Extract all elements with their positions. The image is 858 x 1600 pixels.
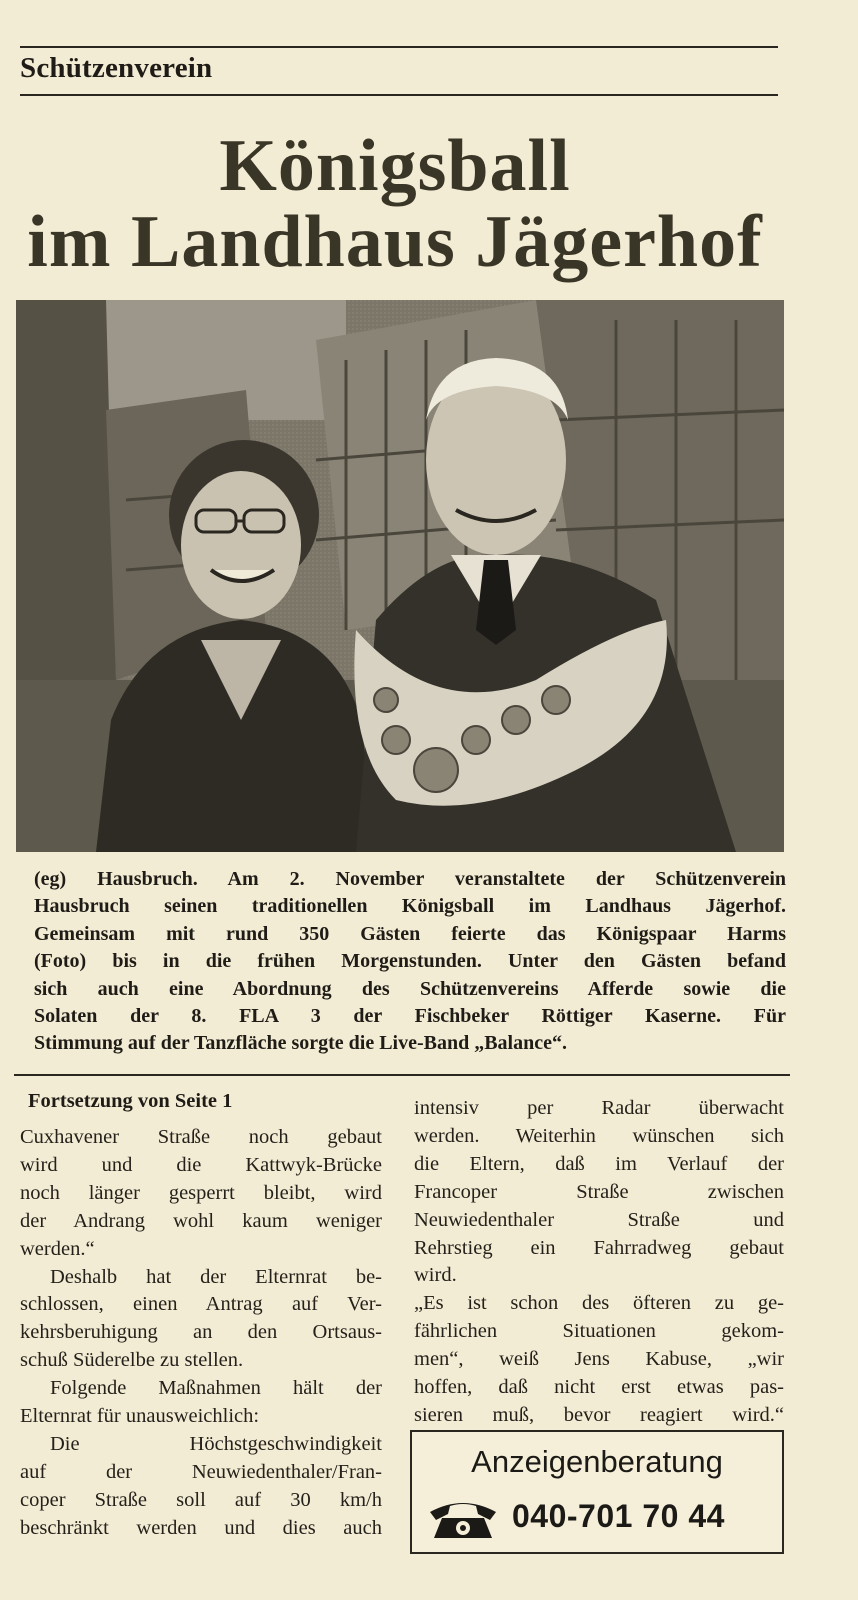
column-line: fährlichen Situationen gekom- [414, 1320, 784, 1343]
column-line: wird. [414, 1264, 457, 1287]
caption-line: Hausbruch seinen traditionellen Königsball im Landhaus Jägerhof. [34, 895, 786, 918]
column-line: Deshalb hat der Elternrat be- [50, 1265, 382, 1288]
column-line: hoffen, daß nicht erst etwas pas- [414, 1376, 784, 1399]
column-line: Francoper Straße zwischen [414, 1180, 784, 1203]
photo-royal-couple [16, 300, 784, 852]
caption-line: (eg) Hausbruch. Am 2. November veranstaltete der Schützenverein [34, 868, 786, 890]
photo-caption [34, 866, 786, 1058]
divider-rule [14, 1074, 790, 1076]
telephone-icon [426, 1494, 500, 1547]
headline-line-2: im Landhaus Jägerhof [27, 201, 763, 283]
continuation-label: Fortsetzung von Seite 1 [28, 1090, 233, 1112]
column-line: intensiv per Radar überwacht [414, 1097, 784, 1119]
column-line: men“, weiß Jens Kabuse, „wir [414, 1348, 784, 1371]
column-line: kehrsberuhigung an den Ortsaus- [20, 1321, 382, 1344]
caption-line: sich auch eine Abordnung des Schützenvereins Afferde sowie die [34, 977, 786, 1000]
ad-phone-number: 040-701 70 44 [512, 1498, 725, 1534]
column-line: noch länger gesperrt bleibt, wird [20, 1181, 382, 1204]
column-line: der Andrang wohl kaum weniger [20, 1209, 382, 1232]
column-line: coper Straße soll auf 30 km/h [20, 1488, 382, 1511]
column-line: Elternrat für unausweichlich: [20, 1405, 260, 1428]
column-line: wird und die Kattwyk-Brücke [20, 1153, 382, 1176]
ad-title: Anzeigenberatung [471, 1444, 723, 1479]
column-line: werden. Weiterhin wünschen sich [414, 1124, 784, 1147]
column-line: auf der Neuwiedenthaler/Fran- [20, 1460, 382, 1483]
column-line: „Es ist schon des öfteren zu ge- [414, 1292, 784, 1315]
column-1 [20, 1124, 382, 1543]
caption-line: (Foto) bis in die frühen Morgenstunden. Unter den Gästen befand [34, 950, 786, 973]
column-line: werden.“ [20, 1237, 95, 1260]
column-line: Rehrstieg ein Fahrradweg gebaut [414, 1236, 784, 1259]
column-line: Cuxhavener Straße noch gebaut [20, 1126, 382, 1148]
column-line: Folgende Maßnahmen hält der [50, 1377, 382, 1400]
column-line: sieren muß, bevor reagiert wird.“ [414, 1403, 784, 1426]
caption-line: Stimmung auf der Tanzfläche sorgte die Live-Band „Balance“. [34, 1032, 567, 1055]
column-2 [414, 1095, 784, 1430]
caption-line: Gemeinsam mit rund 350 Gästen feierte das Königspaar Harms [34, 922, 786, 945]
top-rule [20, 46, 778, 48]
section-label: Schützenverein [20, 52, 213, 84]
caption-line: Solaten der 8. FLA 3 der Fischbeker Röttiger Kaserne. Für [34, 1005, 786, 1028]
headline-line-1: Königsball [219, 125, 571, 207]
column-line: Neuwiedenthaler Straße und [414, 1208, 784, 1231]
section-rule [20, 94, 778, 96]
advertising-contact-box [410, 1430, 784, 1554]
photo-illustration [16, 300, 784, 852]
column-line: schlossen, einen Antrag auf Ver- [20, 1293, 382, 1316]
column-line: beschränkt werden und dies auch [20, 1516, 382, 1539]
column-line: Die Höchstgeschwindigkeit [50, 1432, 382, 1455]
column-line: schuß Süderelbe zu stellen. [20, 1349, 244, 1372]
column-line: die Eltern, daß im Verlauf der [414, 1152, 784, 1175]
